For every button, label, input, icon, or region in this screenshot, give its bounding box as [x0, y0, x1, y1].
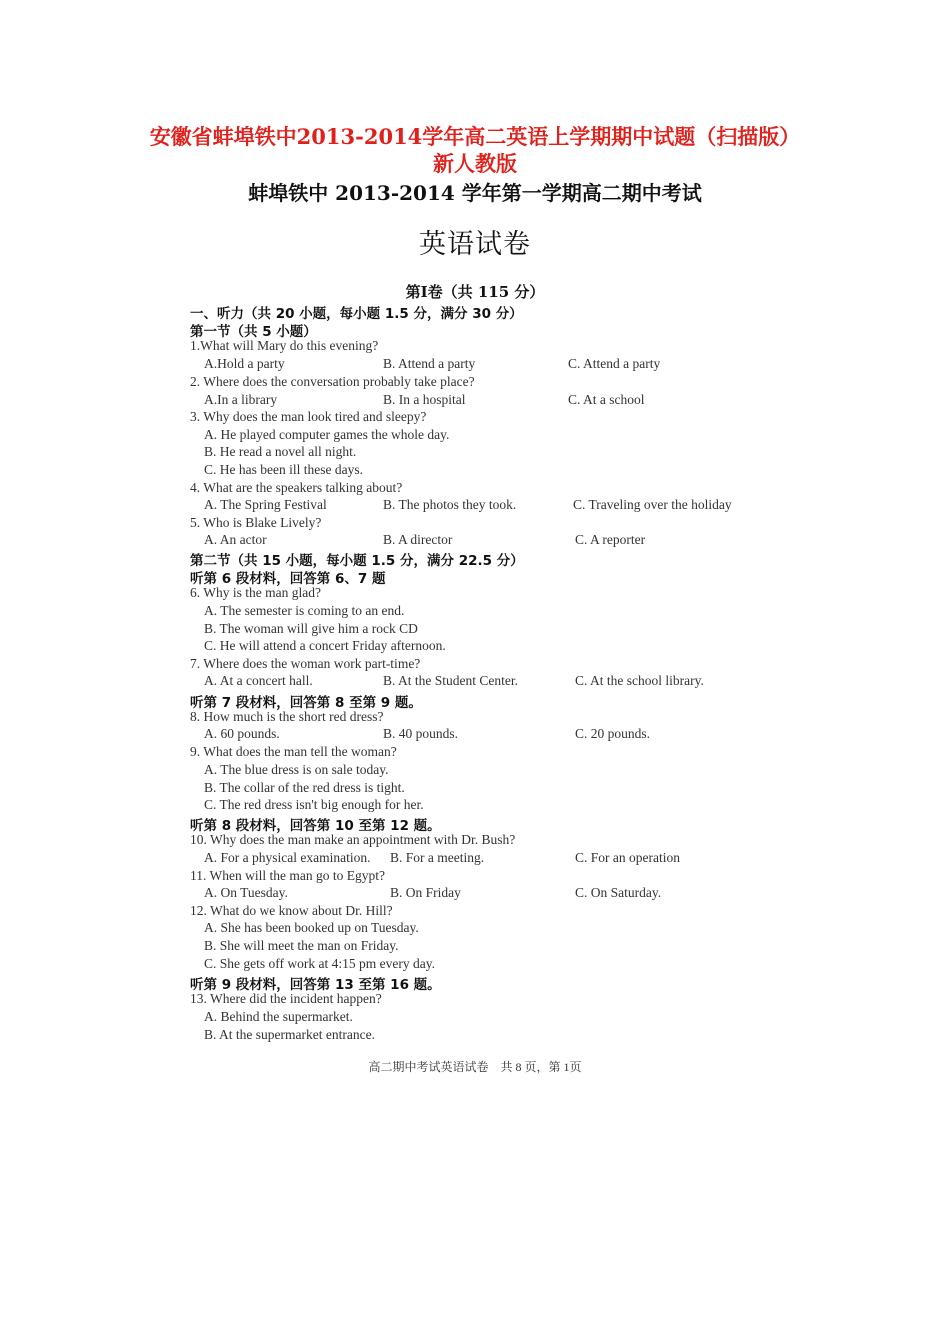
- exam-title: 蚌埠铁中 2013-2014 学年第一学期高二期中考试: [248, 181, 702, 205]
- document-title-line1: 安徽省蚌埠铁中2013-2014学年高二英语上学期期中试题（扫描版）: [149, 124, 801, 149]
- question-12: 12. What do we know about Dr. Hill?: [190, 903, 393, 918]
- q9-option-c: C. The red dress isn't big enough for her.: [204, 797, 424, 812]
- question-4: 4. What are the speakers talking about?: [190, 480, 403, 495]
- q3-option-c: C. He has been ill these days.: [204, 462, 363, 477]
- q7-option-c: C. At the school library.: [575, 673, 704, 688]
- q2-option-c: C. At a school: [568, 392, 645, 407]
- q3-option-b: B. He read a novel all night.: [204, 444, 357, 459]
- question-13: 13. Where did the incident happen?: [190, 991, 382, 1006]
- q9-option-b: B. The collar of the red dress is tight.: [204, 780, 405, 795]
- q4-option-b: B. The photos they took.: [383, 497, 517, 512]
- subject-title: 英语试卷: [419, 229, 531, 260]
- question-6: 6. Why is the man glad?: [190, 585, 321, 600]
- q9-option-a: A. The blue dress is on sale today.: [204, 762, 389, 777]
- material-9-heading: 听第 9 段材料，回答第 13 至第 16 题。: [190, 977, 441, 993]
- q12-option-b: B. She will meet the man on Friday.: [204, 938, 399, 953]
- q13-option-b: B. At the supermarket entrance.: [204, 1027, 375, 1042]
- material-6-heading: 听第 6 段材料，回答第 6、7 题: [190, 571, 386, 587]
- q12-option-c: C. She gets off work at 4:15 pm every day.: [204, 956, 435, 971]
- q10-option-c: C. For an operation: [575, 850, 680, 865]
- q12-option-a: A. She has been booked up on Tuesday.: [204, 920, 419, 935]
- question-3: 3. Why does the man look tired and sleepy?: [190, 409, 427, 424]
- question-9: 9. What does the man tell the woman?: [190, 744, 397, 759]
- q7-option-b: B. At the Student Center.: [383, 673, 518, 688]
- q10-option-b: B. For a meeting.: [390, 850, 485, 865]
- q7-option-a: A. At a concert hall.: [204, 673, 313, 688]
- q4-option-a: A. The Spring Festival: [204, 497, 327, 512]
- question-8: 8. How much is the short red dress?: [190, 709, 384, 724]
- q1-option-a: A.Hold a party: [204, 356, 285, 371]
- q4-option-c: C. Traveling over the holiday: [573, 497, 732, 512]
- q11-option-c: C. On Saturday.: [575, 885, 662, 900]
- q1-option-b: B. Attend a party: [383, 356, 476, 371]
- q3-option-a: A. He played computer games the whole day.: [204, 427, 450, 442]
- section-heading: 一、听力（共 20 小题，每小题 1.5 分，满分 30 分）: [190, 306, 523, 322]
- q6-option-a: A. The semester is coming to an end.: [204, 603, 405, 618]
- q8-option-b: B. 40 pounds.: [383, 726, 459, 741]
- document-title-line2: 新人教版: [433, 151, 517, 176]
- q8-option-a: A. 60 pounds.: [204, 726, 280, 741]
- question-2: 2. Where does the conversation probably take place?: [190, 374, 475, 389]
- q11-option-b: B. On Friday: [390, 885, 461, 900]
- q5-option-a: A. An actor: [204, 532, 267, 547]
- subsection-2-heading: 第二节（共 15 小题，每小题 1.5 分，满分 22.5 分）: [190, 553, 524, 569]
- material-7-heading: 听第 7 段材料，回答第 8 至第 9 题。: [190, 695, 422, 711]
- q2-option-a: A.In a library: [204, 392, 278, 407]
- question-7: 7. Where does the woman work part-time?: [190, 656, 421, 671]
- question-10: 10. Why does the man make an appointment with Dr. Bush?: [190, 832, 516, 847]
- q5-option-b: B. A director: [383, 532, 453, 547]
- part-heading: 第Ⅰ卷（共 115 分）: [405, 283, 545, 301]
- q11-option-a: A. On Tuesday.: [204, 885, 288, 900]
- q6-option-c: C. He will attend a concert Friday afternoon.: [204, 638, 446, 653]
- page-footer: 高二期中考试英语试卷 共 8 页，第 1页: [368, 1060, 582, 1074]
- question-11: 11. When will the man go to Egypt?: [190, 868, 385, 883]
- q10-option-a: A. For a physical examination.: [204, 850, 371, 865]
- q6-option-b: B. The woman will give him a rock CD: [204, 621, 418, 636]
- subsection-1-heading: 第一节（共 5 小题）: [190, 324, 317, 340]
- question-5: 5. Who is Blake Lively?: [190, 515, 322, 530]
- q2-option-b: B. In a hospital: [383, 392, 466, 407]
- q8-option-c: C. 20 pounds.: [575, 726, 651, 741]
- q1-option-c: C. Attend a party: [568, 356, 661, 371]
- material-8-heading: 听第 8 段材料，回答第 10 至第 12 题。: [190, 818, 441, 834]
- q5-option-c: C. A reporter: [575, 532, 646, 547]
- question-1: 1.What will Mary do this evening?: [190, 338, 379, 353]
- q13-option-a: A. Behind the supermarket.: [204, 1009, 353, 1024]
